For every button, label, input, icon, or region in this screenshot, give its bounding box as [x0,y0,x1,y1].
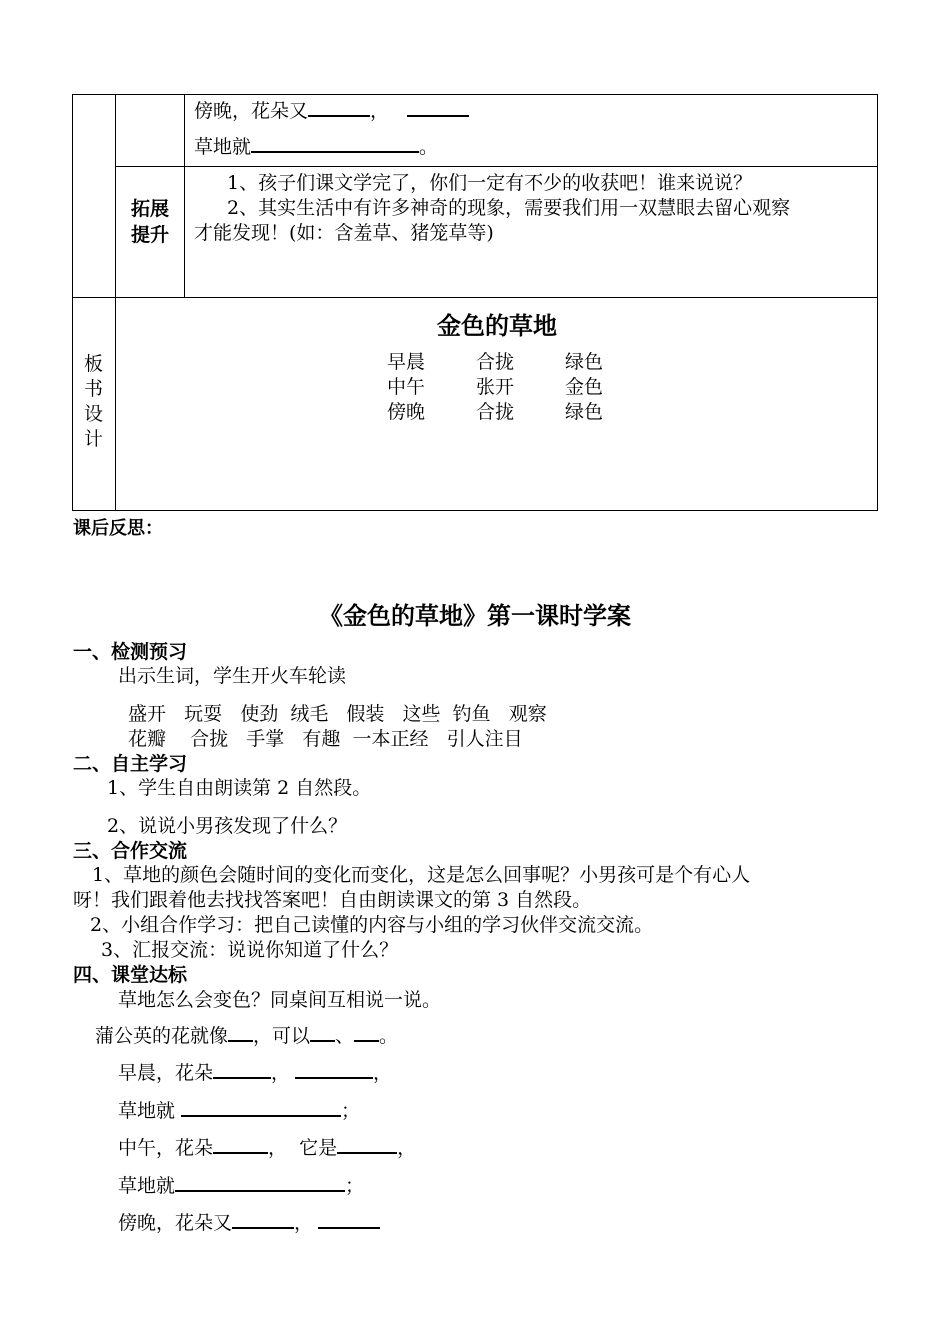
fill-line-4 [118,1133,416,1160]
fill-blank[interactable] [232,1209,294,1229]
fill-blank[interactable] [354,1022,379,1042]
board-label [72,352,115,452]
fill-line-5 [118,1171,364,1198]
fill-blank[interactable] [181,1097,341,1117]
s3-p1a: 1、草地的颜色会随时间的变化而变化，这是怎么回事呢？小男孩可是个有心人 [92,864,751,886]
fill-line-2 [118,1058,392,1085]
fill-line-6 [118,1208,380,1235]
board-label-char: 计 [83,428,103,450]
fill-text: ， 它是 [268,1137,338,1159]
fill-text: ， [397,1137,417,1159]
fill-blank[interactable] [407,97,469,117]
board-cell: 合拢 [476,351,515,373]
fill-text: 、 [335,1025,355,1047]
table-border-bottom [72,510,878,511]
s2-q1: 1、学生自由朗读第 2 自然段。 [107,777,372,799]
s1-intro: 出示生词，学生开火车轮读 [118,665,347,687]
section-heading-1: 一、检测预习 [73,641,188,663]
board-cell: 绿色 [565,401,604,423]
fill-blank[interactable] [228,1022,253,1042]
s2-q2: 2、说说小男孩发现了什么？ [107,815,348,837]
s1-words-2: 花瓣 合拢 手掌 有趣 一本正经 引人注目 [128,728,523,750]
board-row-3 [387,397,603,424]
fill-text: ， [294,1212,314,1234]
fill-blank[interactable] [310,1022,335,1042]
board-cell: 傍晚 [387,401,426,423]
table-row-divider-2 [72,297,878,298]
table-row-line-2 [194,132,438,159]
fill-text: ，可以 [253,1025,311,1047]
fill-blank[interactable] [295,1059,373,1079]
extension-text-2a: 2、其实生活中有许多神奇的现象，需要我们用一双慧眼去留心观察 [227,197,791,219]
fill-blank[interactable] [175,1172,345,1192]
text-pre: 草地就 [194,136,252,158]
extension-label-line2: 提升 [130,224,169,246]
extension-text-2b: 才能发现！(如：含羞草、猪笼草等) [194,222,494,244]
board-cell: 中午 [387,376,426,398]
table-border-right [877,94,878,511]
fill-text: ； [341,1100,361,1122]
section-heading-2: 二、自主学习 [73,753,188,775]
board-cell: 绿色 [565,351,604,373]
board-cell: 金色 [565,376,604,398]
s1-words-1: 盛开 玩耍 使劲 绒毛 假装 这些 钓鱼 观察 [128,703,547,725]
table-col-divider-1 [115,94,116,511]
fill-blank[interactable] [251,133,419,153]
table-row-line-1 [194,96,469,123]
extension-label-line1: 拓展 [130,198,169,220]
board-row-2 [387,372,603,399]
board-label-char: 书 [83,378,103,400]
table-row-divider-1 [115,166,878,167]
section-heading-4: 四、课堂达标 [73,964,188,986]
fill-text: 草地就 [118,1175,176,1197]
fill-text: 傍晚，花朵又 [118,1212,233,1234]
board-cell: 早晨 [387,351,426,373]
board-cell: 张开 [476,376,515,398]
fill-text: 早晨，花朵 [118,1062,214,1084]
s3-p3: 3、汇报交流：说说你知道了什么？ [101,939,399,961]
s3-p2: 2、小组合作学习：把自己读懂的内容与小组的学习伙伴交流交流。 [90,914,654,936]
fill-text: ， [373,1062,393,1084]
fill-blank[interactable] [213,1134,268,1154]
fill-text: 。 [379,1025,399,1047]
fill-blank[interactable] [337,1134,397,1154]
fill-text: 中午，花朵 [118,1137,214,1159]
s3-p1b: 呀！我们跟着他去找找答案吧！自由朗读课文的第 3 自然段。 [73,889,592,911]
board-cell: 合拢 [476,401,515,423]
fill-text: ； [345,1175,365,1197]
extension-label [116,196,184,248]
extension-text-1: 1、孩子们课文学完了，你们一定有不少的收获吧！谁来说说？ [227,172,753,194]
table-col-divider-2 [184,94,185,297]
fill-blank[interactable] [318,1209,380,1229]
reflection-label: 课后反思： [73,518,163,539]
text-mid: ， [370,100,390,122]
fill-text: 蒲公英的花就像 [95,1025,229,1047]
fill-line-3 [118,1096,360,1123]
fill-text: ， [271,1062,291,1084]
board-title: 金色的草地 [437,312,557,340]
board-label-char: 板 [83,353,103,375]
board-label-char: 设 [83,403,103,425]
fill-blank[interactable] [213,1059,271,1079]
fill-text: 草地就 [118,1100,182,1122]
study-title: 《金色的草地》第一课时学案 [319,602,631,630]
s4-intro: 草地怎么会变色？同桌间互相说一说。 [118,989,442,1011]
fill-blank[interactable] [308,97,370,117]
table-border-top [72,94,878,95]
fill-line-1 [95,1021,398,1048]
text-pre: 傍晚，花朵又 [194,100,309,122]
section-heading-3: 三、合作交流 [73,840,188,862]
text-post: 。 [419,136,439,158]
board-row-1 [387,347,603,374]
